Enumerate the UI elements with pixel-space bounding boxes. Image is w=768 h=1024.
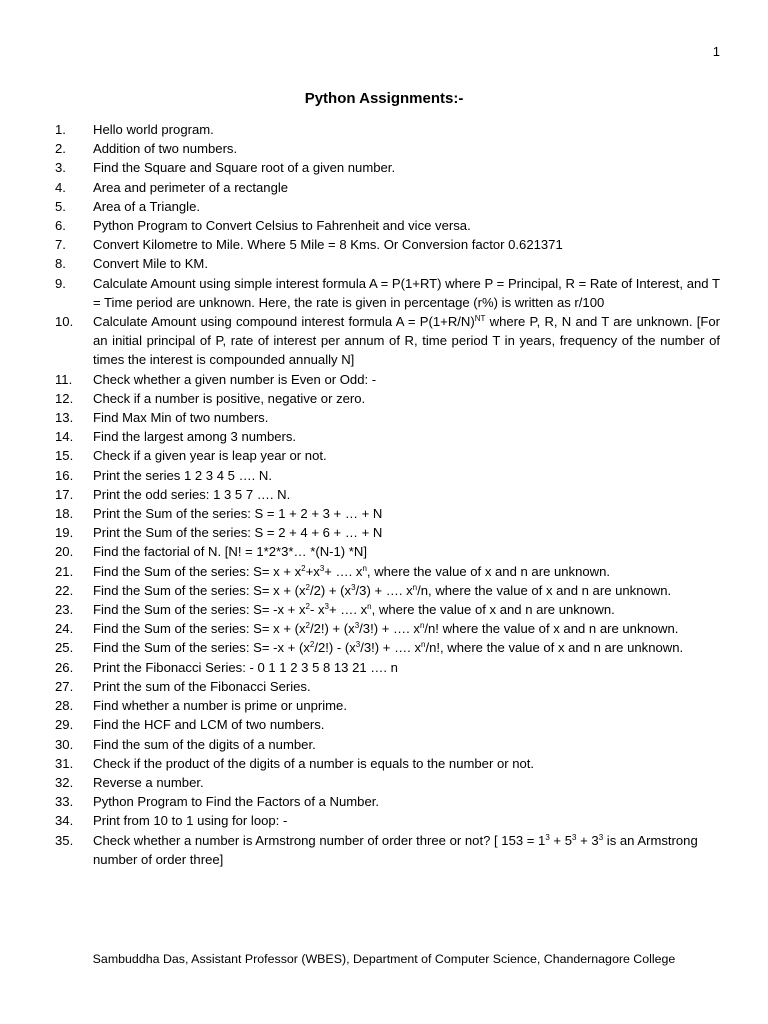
item-text: Calculate Amount using compound interest formula $A = P(1+R/N)^{NT}$ where P, R, N and T are unknown. [For an initial principal of P, rate of interest per annum of R, time period T in years, frequency of the number of times the interest is compounded annually N] [93, 314, 721, 368]
list-item [55, 235, 720, 254]
item-number: 12. [55, 390, 74, 406]
item-text: Check if a given year is leap year or not. [93, 448, 327, 464]
list-item [55, 466, 720, 485]
item-number: 8. [55, 256, 66, 272]
list-item [55, 197, 720, 216]
list-item [55, 542, 720, 561]
list-item [55, 523, 720, 542]
list-item [55, 504, 720, 523]
item-number: 29. [55, 717, 74, 733]
list-item [55, 792, 720, 811]
item-number: 14. [55, 429, 74, 445]
list-item [55, 677, 720, 696]
item-number: 35. [55, 832, 74, 848]
item-number: 19. [55, 525, 74, 541]
item-text: Print the odd series: 1 3 5 7 …. N. [93, 486, 291, 502]
item-number: 28. [55, 698, 74, 714]
item-number: 27. [55, 678, 74, 694]
item-text: Print the Sum of the series: S = 2 + 4 + 6 + … + N [93, 525, 383, 541]
item-text: Print the Sum of the series: S = 1 + 2 + 3 + … + N [93, 506, 383, 522]
list-item [55, 139, 720, 158]
list-item [55, 735, 720, 754]
list-item [55, 312, 720, 370]
item-number: 18. [55, 506, 74, 522]
item-number: 31. [55, 755, 74, 771]
item-text: Check whether a number is Armstrong number of order three or not? [ $153 = 1^3 + 5^3 + 3^3$ is an Armstrong number of order three] [93, 832, 698, 867]
page-title: Python Assignments:- [304, 90, 464, 107]
list-item [55, 178, 720, 197]
item-number: 13. [55, 410, 74, 426]
list-item [55, 485, 720, 504]
list-item [55, 216, 720, 235]
item-text: Print the Fibonacci Series: - 0 1 1 2 3 5 8 13 21 …. n [93, 659, 398, 675]
item-text: Area of a Triangle. [93, 198, 200, 214]
list-item [55, 773, 720, 792]
item-number: 16. [55, 467, 74, 483]
list-item [55, 254, 720, 273]
item-text: Convert Mile to KM. [93, 256, 208, 272]
list-item [55, 638, 720, 657]
item-text: Check whether a given number is Even or Odd: - [93, 371, 377, 387]
item-text: Find the Square and Square root of a given number. [93, 160, 396, 176]
item-number: 21. [55, 563, 74, 579]
item-number: 9. [55, 275, 66, 291]
list-item [55, 274, 720, 312]
footer-credit: Sambuddha Das, Assistant Professor (WBES), Department of Computer Science, Chandernagore College [92, 952, 676, 966]
item-text: Find the Sum of the series: $S= x + x^2+x^3+$ …. $x^n$, where the value of x and n are unknown. [93, 563, 611, 579]
item-text: Find Max Min of two numbers. [93, 410, 269, 426]
list-item [55, 120, 720, 139]
list-item [55, 658, 720, 677]
item-text: Find the largest among 3 numbers. [93, 429, 297, 445]
item-text: Reverse a number. [93, 774, 204, 790]
item-text: Print the series 1 2 3 4 5 …. N. [93, 467, 273, 483]
item-number: 3. [55, 160, 66, 176]
item-number: 4. [55, 179, 66, 195]
item-number: 6. [55, 218, 66, 234]
item-text: Print from 10 to 1 using for loop: - [93, 813, 288, 829]
list-item [55, 158, 720, 177]
item-text: Find the Sum of the series: $S= x + (x^2/2) + (x^3/3)$ + …. $x^n/n$, where the value of x and n are unknown. [93, 582, 672, 598]
item-number: 22. [55, 582, 74, 598]
list-item [55, 619, 720, 638]
list-item [55, 446, 720, 465]
item-text: Python Program to Find the Factors of a Number. [93, 794, 380, 810]
list-item [55, 600, 720, 619]
item-text: Find the HCF and LCM of two numbers. [93, 717, 325, 733]
list-item [55, 370, 720, 389]
item-number: 33. [55, 794, 74, 810]
item-text: Find the sum of the digits of a number. [93, 736, 316, 752]
item-text: Area and perimeter of a rectangle [93, 179, 289, 195]
list-item [55, 562, 720, 581]
item-text: Check if the product of the digits of a number is equals to the number or not. [93, 755, 535, 771]
assignment-list [55, 120, 720, 869]
item-number: 25. [55, 640, 74, 656]
item-text: Convert Kilometre to Mile. Where 5 Mile = 8 Kms. Or Conversion factor 0.621371 [93, 237, 563, 253]
item-number: 34. [55, 813, 74, 829]
item-number: 11. [55, 371, 73, 387]
item-number: 7. [55, 237, 66, 253]
list-item [55, 408, 720, 427]
list-item [55, 811, 720, 830]
item-number: 5. [55, 198, 66, 214]
item-text: Find whether a number is prime or unprime. [93, 698, 347, 714]
list-item [55, 389, 720, 408]
item-number: 10. [55, 314, 74, 330]
item-text: Find the Sum of the series: $S= x + (x^2/2!) + (x^3/3!)$ + …. $x^n/n$! where the value of x and n are unknown. [93, 621, 679, 637]
item-number: 1. [55, 122, 66, 137]
item-number: 23. [55, 602, 74, 618]
list-item [55, 831, 720, 869]
item-text: Check if a number is positive, negative or zero. [93, 390, 366, 406]
item-text: Find the Sum of the series: $S= -x + (x^2/2!) - (x^3/3!)$ + …. $x^n/n$!, where the value of x and n are unknown. [93, 640, 684, 656]
list-item [55, 581, 720, 600]
list-item [55, 427, 720, 446]
page-number: 1 [712, 44, 720, 59]
item-text: Hello world program. [93, 122, 214, 137]
item-number: 15. [55, 448, 74, 464]
item-number: 24. [55, 621, 74, 637]
item-text: Print the sum of the Fibonacci Series. [93, 678, 311, 694]
item-number: 26. [55, 659, 74, 675]
item-text: Find the factorial of N. [N! = 1*2*3*… *(N-1) *N] [93, 544, 367, 560]
list-item [55, 715, 720, 734]
item-text: Python Program to Convert Celsius to Fahrenheit and vice versa. [93, 218, 471, 234]
item-number: 30. [55, 736, 74, 752]
item-number: 32. [55, 774, 74, 790]
item-number: 2. [55, 141, 66, 157]
list-item [55, 696, 720, 715]
item-text: Calculate Amount using simple interest formula A = P(1+RT) where P = Principal, R = Rate of Interest, and T = Time period are unknown. Here, the rate is given in percentage (r%) is written as r/100 [93, 275, 720, 310]
item-number: 17. [55, 486, 74, 502]
item-number: 20. [55, 544, 74, 560]
item-text: Addition of two numbers. [93, 141, 238, 157]
item-text: Find the Sum of the series: $S= -x + x^2-$ $x^3+$ …. $x^n$, where the value of x and n are unknown. [93, 602, 615, 618]
list-item [55, 754, 720, 773]
